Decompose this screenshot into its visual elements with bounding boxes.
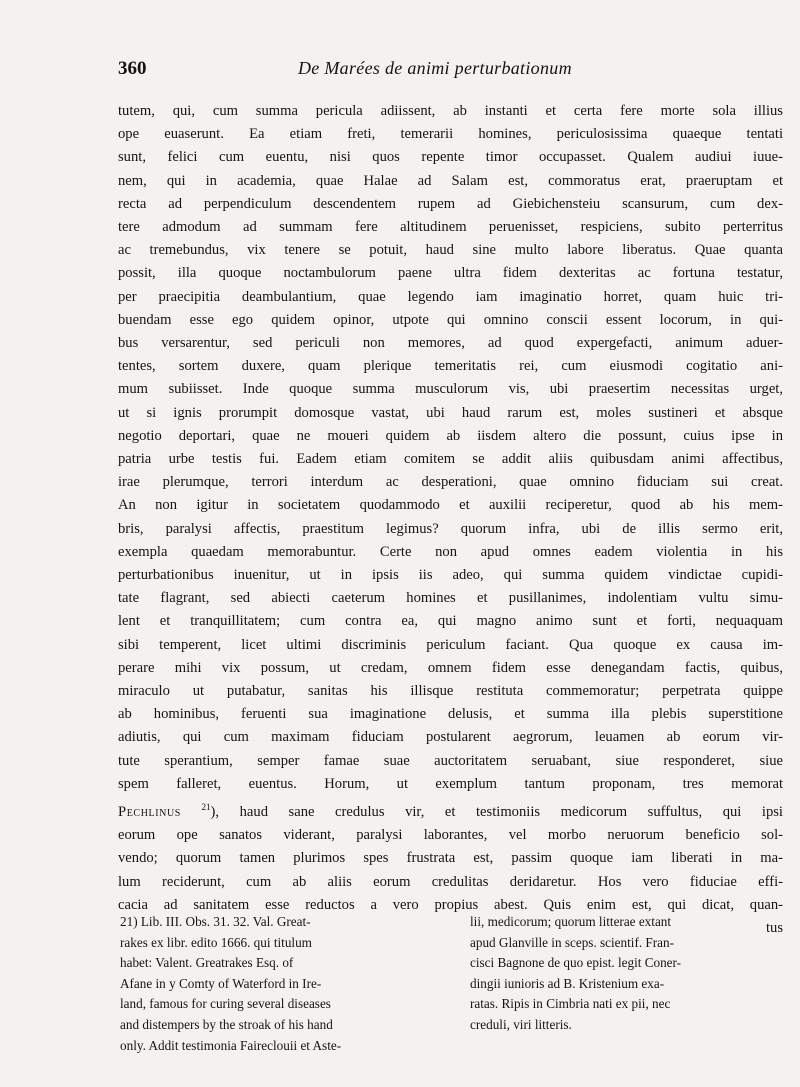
text-line: buendam esse ego quidem opinor, utpote qui omnino conscii essent locorum, in qui- — [118, 311, 783, 328]
page-number: 360 — [118, 58, 147, 79]
footnote-line: rakes ex libr. edito 1666. qui titulum — [120, 934, 312, 950]
text-line: eorum ope sanatos viderant, paralysi laborantes, vel morbo neruorum beneficio sol- — [118, 827, 783, 844]
text-line: ab hominibus, feruenti sua imaginatione delusis, et summa illa plebis superstitione — [118, 706, 783, 723]
text-line: sunt, felici cum euentu, nisi quos repente timor occupasset. Qualem audiui iuue- — [118, 149, 783, 166]
footnote-right-column — [470, 912, 785, 1036]
text-line: tute sperantium, semper famae suae auctoritatem seruabant, siue responderet, siue — [118, 752, 783, 769]
footnote-line: and distempers by the stroak of his hand — [120, 1016, 333, 1032]
text-line: ope euaserunt. Ea etiam freti, temerarii homines, periculosissima quaeque tentati — [118, 126, 783, 143]
text-line: ut si ignis prorumpit domosque vastat, ubi haud rarum est, moles sustineri et absque — [118, 404, 783, 421]
text-line: bus versarentur, sed periculi non memores, ad quod expergefacti, animum aduer- — [118, 335, 783, 352]
main-text-block — [118, 100, 783, 940]
author-name: Pechlinus — [118, 803, 181, 820]
text-line: vendo; quorum tamen plurimos spes frustrata est, passim quoque iam liberati in ma- — [118, 850, 783, 867]
text-line: exempla quaedam memorabuntur. Certe non apud omnes eadem violentia in his — [118, 543, 783, 560]
text-line: tere admodum ad summam fere altitudinem peruenisset, respiciens, subito perterritus — [118, 219, 783, 236]
page-header — [118, 58, 783, 88]
text-line: per praecipitia deambulantium, quae legendo iam imaginatio horret, quam huic tri- — [118, 288, 783, 305]
text-line: tutem, qui, cum summa pericula adiissent, ab instanti et certa fere morte sola illius — [118, 103, 783, 119]
footnote-line: apud Glanville in sceps. scientif. Fran- — [470, 934, 674, 950]
text-line: patria urbe testis fui. Eadem etiam comitem se addit aliis quibusdam animi affectibus, — [118, 451, 783, 468]
footnote-line: habet: Valent. Greatrakes Esq. of — [120, 955, 294, 971]
footnote-line: lii, medicorum; quorum litterae extant — [470, 914, 672, 929]
text-line — [118, 796, 783, 824]
footnote-line: ratas. Ripis in Cimbria nati ex pii, nec — [470, 996, 671, 1012]
text-line: sibi temperent, licet ultimi discriminis periculum faciant. Qua quoque ex causa im- — [118, 636, 783, 653]
text-line: cacia ad sanitatem esse reductos a vero propius abest. Quis enim est, qui dicat, quan- — [118, 896, 783, 913]
footnote-left-column — [120, 912, 448, 1056]
footnote-line: 21) Lib. III. Obs. 31. 32. Val. Great- — [120, 914, 311, 929]
text-line: perturbationibus inuenitur, ut in ipsis iis adeo, qui summa quidem vindictae cupidi- — [118, 567, 783, 584]
footnote-line: cisci Bagnone de quo epist. legit Coner- — [470, 955, 682, 971]
footnotes — [120, 912, 785, 1053]
text-line: miraculo ut putabatur, sanitas his illisque restituta commemoratur; perpetrata quippe — [118, 683, 783, 700]
catchword: tus — [765, 919, 783, 936]
text-line-rest: ), haud sane credulus vir, et testimoniis medicorum suffultus, qui ipsi — [210, 803, 783, 820]
footnote-line: Afane in y Comty of Waterford in Ire- — [120, 975, 322, 991]
text-line: lent et tranquillitatem; cum contra ea, qui magno animo sunt et forti, nequaquam — [118, 613, 783, 630]
text-line: possit, illa quoque noctambulorum paene ultra fidem dexteritas ac fortuna testatur, — [118, 265, 783, 282]
footnote-line: only. Addit testimonia Faireclouii et Aste- — [120, 1037, 342, 1053]
footnote-line: dingii iunioris ad B. Kristenium exa- — [470, 975, 665, 991]
running-title: De Marées de animi perturbationum — [298, 58, 572, 78]
text-line: ac tremebundus, vix tenere se potuit, haud sine multo labore liberatus. Quae quanta — [118, 242, 783, 259]
text-line: mum subiisset. Inde quoque summa musculorum vis, ubi praesertim necessitas urget, — [118, 381, 783, 398]
text-line: An non igitur in societatem quodammodo et auxilii reciperetur, quod ab his mem- — [118, 497, 783, 514]
text-line: tentes, sortem duxere, quam plerique temeritatis rei, cum eiusmodi cogitatio ani- — [118, 358, 783, 375]
text-line: perare mihi vix possum, ut credam, omnem fidem esse denegandam factis, quibus, — [118, 659, 783, 676]
text-line: lum reciderunt, cum ab aliis eorum credulitas deridaretur. Hos vero fiduciae effi- — [118, 873, 783, 890]
text-line: irae plerumque, terrori interdum ac desperationi, quae omnino fiduciam sui creat. — [118, 474, 783, 491]
text-line: negotio deportari, quae ne moueri quidem ab iisdem altero die possunt, cuius ipse in — [118, 427, 783, 444]
footnote-ref: 21 — [201, 802, 211, 813]
text-line: tate flagrant, sed abiecti caeterum homines et pusillanimes, indolentiam vultu simu- — [118, 590, 783, 607]
text-line: bris, paralysi affectis, praestitum legimus? quorum infra, ubi de illis sermo erit, — [118, 520, 783, 537]
text-line: spem falleret, euentus. Horum, ut exemplum tantum proponam, tres memorat — [118, 775, 783, 792]
text-line: recta ad perpendiculum descendentem rupem ad Giebichensteiu scansurum, cum dex- — [118, 195, 783, 212]
text-line: adiutis, qui cum maximam fiduciam postularent aegrorum, leuamen ab eorum vir- — [118, 729, 783, 746]
text-line: nem, qui in academia, quae Halae ad Salam est, commoratus erat, praeruptam et — [118, 172, 783, 189]
footnote-line: creduli, viri litteris. — [470, 1016, 572, 1032]
footnote-line: land, famous for curing several diseases — [120, 996, 331, 1012]
